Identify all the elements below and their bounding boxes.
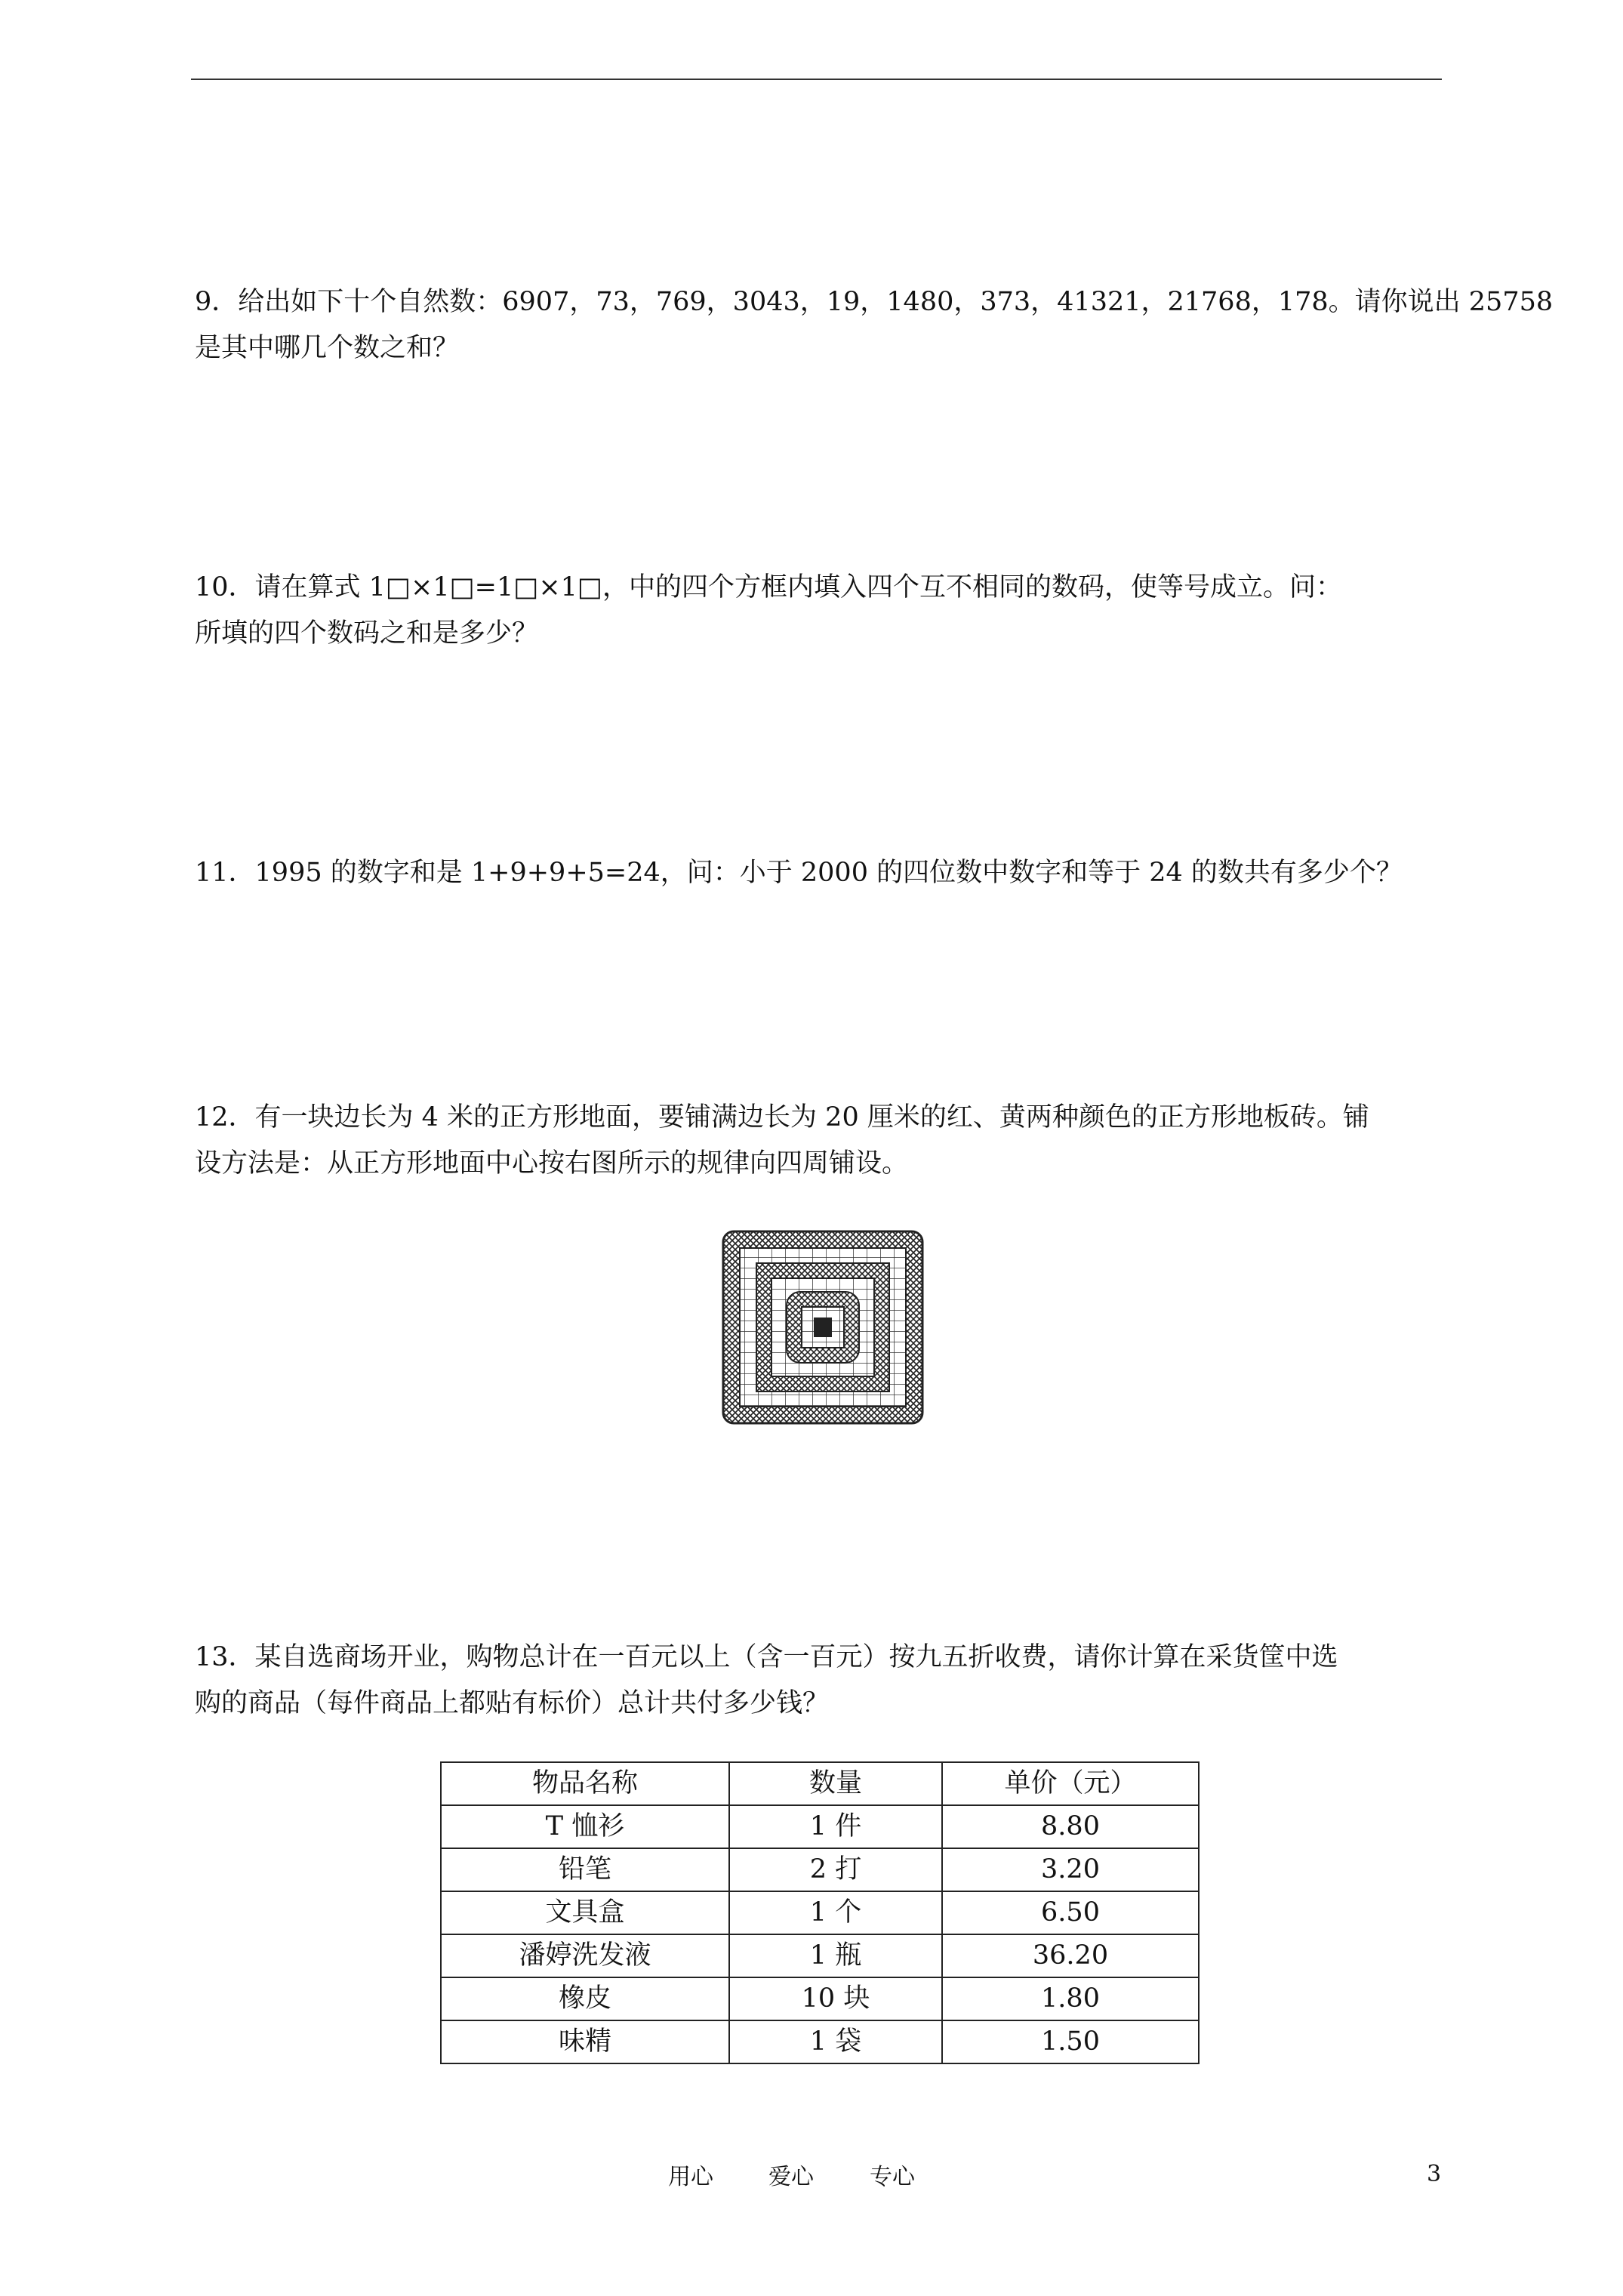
table-row [441,1977,1199,2020]
cell-item: T 恤衫 [441,1805,729,1848]
question-12 [195,1095,1455,1187]
cell-unit-price: 3.20 [942,1848,1199,1891]
question-11 [195,850,1455,896]
table-row [441,1848,1199,1891]
question-11-line-1: 11．1995 的数字和是 1+9+9+5=24，问：小于 2000 的四位数中数字和等于 24 的数共有多少个？ [195,858,1403,888]
question-13-line-2: 购的商品（每件商品上都贴有标价）总计共付多少钱？ [195,1688,830,1718]
cell-quantity: 2 打 [729,1848,942,1891]
cell-item: 文具盒 [441,1891,729,1934]
cell-item: 橡皮 [441,1977,729,2020]
footer-motto-3: 专心 [870,2164,915,2190]
table-header-row [441,1762,1199,1805]
cell-item: 潘婷洗发液 [441,1934,729,1977]
cell-quantity: 1 袋 [729,2020,942,2063]
question-10-line-1: 10．请在算式 1□×1□=1□×1□，中的四个方框内填入四个互不相同的数码，使等号成立。问： [195,572,1342,603]
table-row [441,2020,1199,2063]
column-header-quantity: 数量 [729,1762,942,1805]
cell-unit-price: 1.80 [942,1977,1199,2020]
table-row [441,1934,1199,1977]
table-row [441,1805,1199,1848]
question-9 [195,279,1554,371]
question-10 [195,565,1455,657]
cell-unit-price: 8.80 [942,1805,1199,1848]
question-13 [195,1635,1455,1727]
cell-item: 味精 [441,2020,729,2063]
header-rule [191,79,1442,80]
cell-item: 铅笔 [441,1848,729,1891]
cell-quantity: 1 个 [729,1891,942,1934]
cell-quantity: 1 件 [729,1805,942,1848]
column-header-unit-price: 单价（元） [942,1762,1199,1805]
tile-center [802,1307,844,1348]
tile-pattern-figure [717,1225,929,1429]
question-13-line-1: 13．某自选商场开业，购物总计在一百元以上（含一百元）按九五折收费，请你计算在采货筐中选 [195,1642,1338,1672]
footer-motto-2: 爱心 [768,2164,814,2190]
question-9-line-2: 是其中哪几个数之和？ [195,333,460,363]
table-row [441,1891,1199,1934]
cell-unit-price: 1.50 [942,2020,1199,2063]
question-10-line-2: 所填的四个数码之和是多少？ [195,618,539,649]
question-12-line-2: 设方法是：从正方形地面中心按右图所示的规律向四周铺设。 [195,1148,909,1179]
cell-quantity: 10 块 [729,1977,942,2020]
column-header-item: 物品名称 [441,1762,729,1805]
cell-unit-price: 36.20 [942,1934,1199,1977]
question-12-line-1: 12．有一块边长为 4 米的正方形地面，要铺满边长为 20 厘米的红、黄两种颜色的正方形地板砖。铺 [195,1102,1369,1133]
question-9-line-1: 9．给出如下十个自然数：6907，73，769，3043，19，1480，373，41321，21768，178。请你说出 25758 [195,287,1554,317]
footer-motto-1: 用心 [668,2164,713,2190]
page-number: 3 [1427,2161,1442,2187]
price-table [440,1761,1200,2064]
cell-quantity: 1 瓶 [729,1934,942,1977]
cell-unit-price: 6.50 [942,1891,1199,1934]
